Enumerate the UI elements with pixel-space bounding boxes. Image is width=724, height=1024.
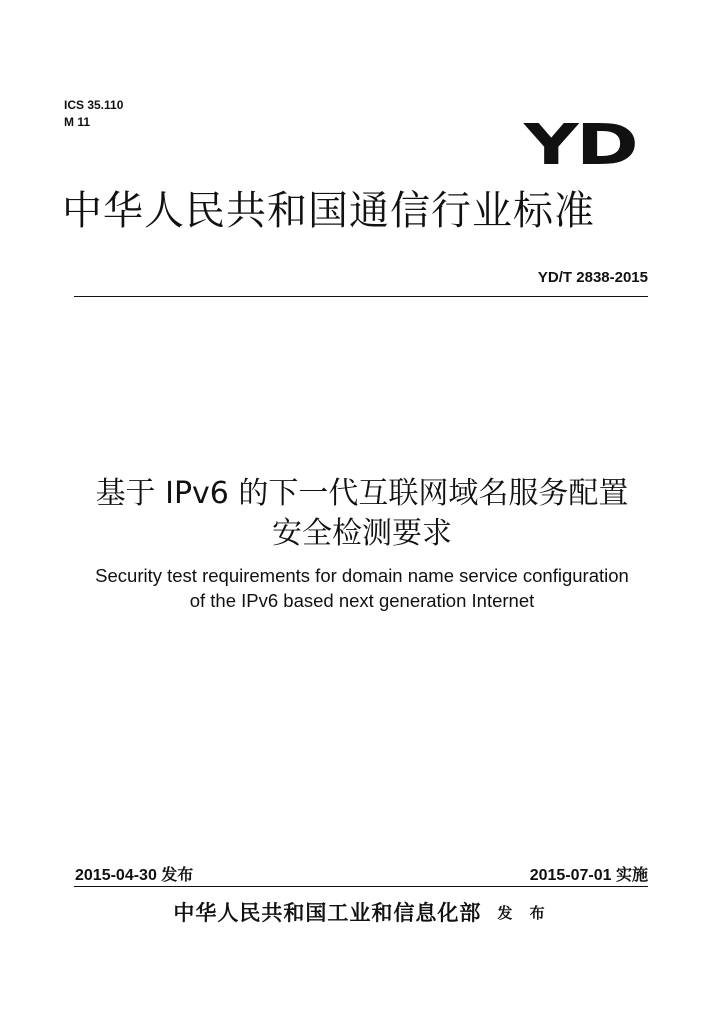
issuer-suffix: 发 布 bbox=[497, 904, 551, 922]
chinese-title-line-1: 基于 IPv6 的下一代互联网域名服务配置 bbox=[95, 476, 629, 511]
english-title-line-1: Security test requirements for domain name service configuration bbox=[95, 565, 629, 586]
ics-number: ICS 35.110 bbox=[64, 98, 124, 112]
implement-date: 2015-07-01 实施 bbox=[529, 867, 648, 884]
header-divider bbox=[74, 296, 648, 297]
yd-logo: YD bbox=[523, 113, 636, 178]
english-title-line-2: of the IPv6 based next generation Internet bbox=[189, 590, 535, 611]
publish-date: 2015-04-30 发布 bbox=[75, 867, 194, 884]
classification-code: M 11 bbox=[64, 115, 91, 129]
issuer-block bbox=[0, 900, 724, 926]
standard-code: YD/T 2838-2015 bbox=[537, 269, 648, 286]
footer-divider bbox=[74, 886, 648, 887]
industry-standard-title: 中华人民共和国通信行业标准 bbox=[62, 188, 595, 234]
chinese-title-line-2: 安全检测要求 bbox=[272, 516, 452, 551]
issuer-name: 中华人民共和国工业和信息化部 bbox=[173, 900, 482, 925]
